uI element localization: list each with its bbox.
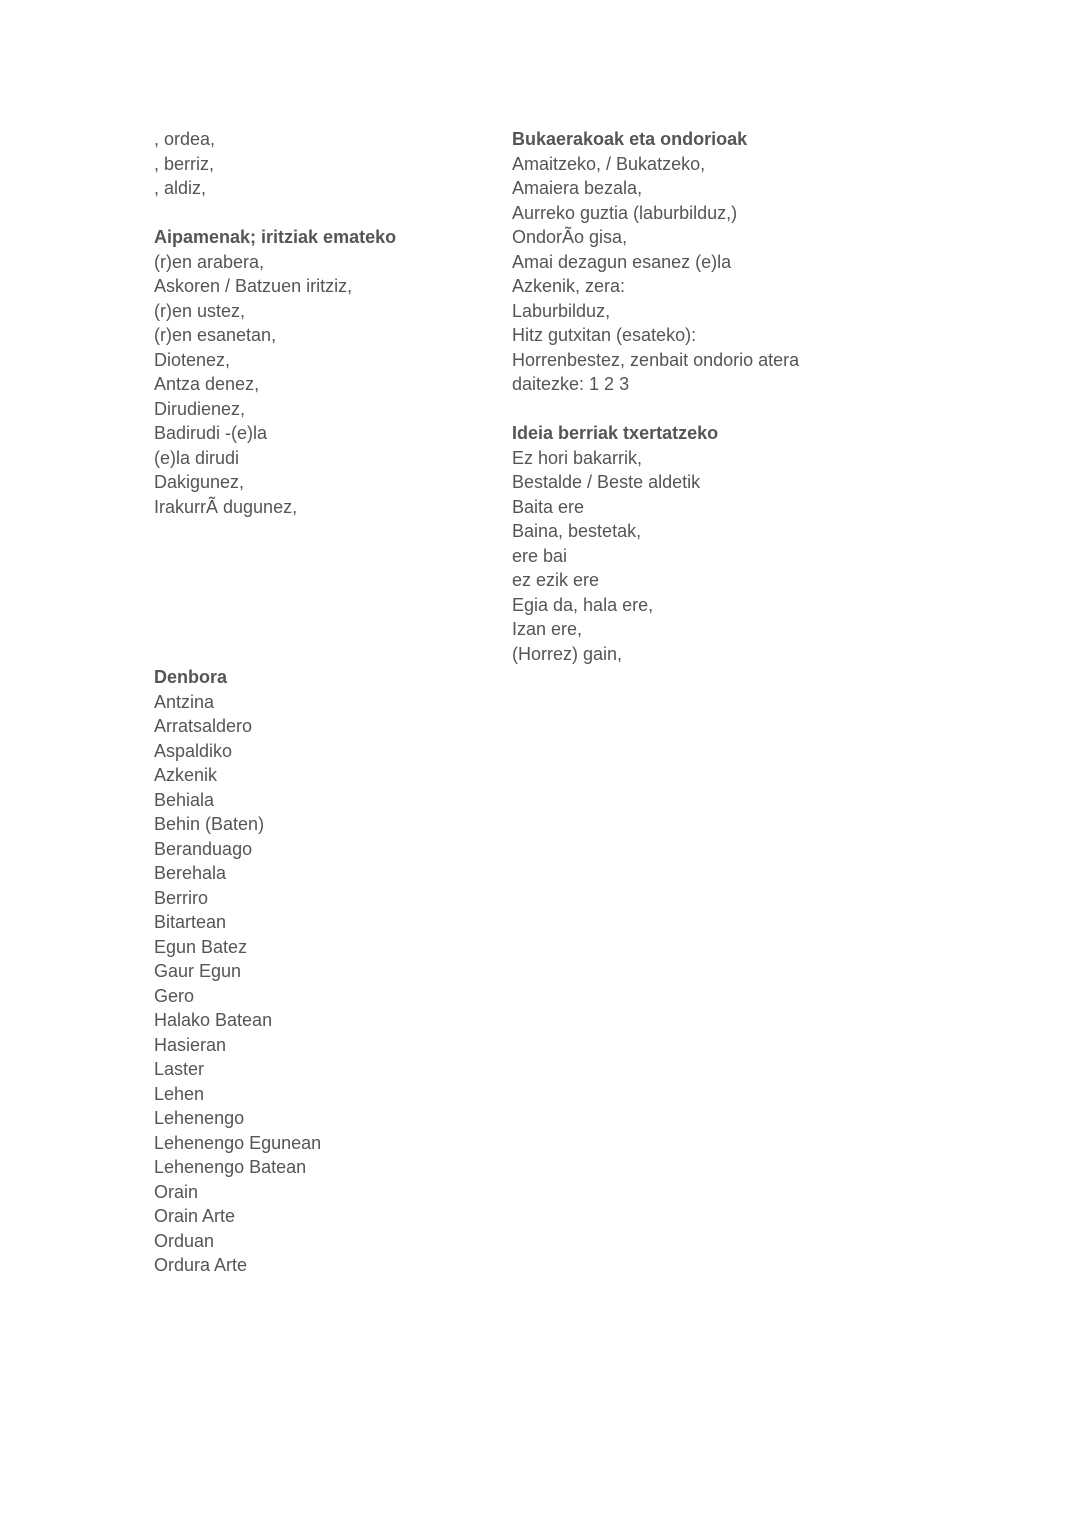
text-line: IrakurrÃ dugunez, [154,496,298,517]
text-line: (r)en ustez, [154,300,246,321]
text-line: Beranduago [154,838,253,859]
text-line: (e)la dirudi [154,447,240,468]
text-line: Halako Batean [154,1010,273,1030]
section-aipamenak [154,225,396,519]
text-line: Aurreko guztia (laburbilduz,) [512,202,738,223]
text-line: Azkenik, zera: [512,276,626,296]
text-line: Gero [154,985,195,1006]
text-line: ez ezik ere [512,570,600,590]
section-bukaerakoak [512,127,799,397]
text-line: Arratsaldero [154,716,253,736]
text-line: Bitartean [154,912,227,932]
text-line: Antza denez, [154,374,260,394]
text-line: Hasieran [154,1034,227,1055]
text-line: Amai dezagun esanez (e)la [512,251,732,272]
text-line: Aspaldiko [154,740,233,761]
text-line: Orduan [154,1230,215,1251]
text-line: Hitz gutxitan (esateko): [512,325,697,345]
text-line: Gaur Egun [154,961,242,981]
text-line: Laburbilduz, [512,300,611,321]
text-line: Amaitzeko, / Bukatzeko, [512,153,706,174]
text-line: Ez hori bakarrik, [512,447,643,468]
text-line: Amaiera bezala, [512,178,643,198]
text-line: Azkenik [154,765,218,785]
text-line: Antzina [154,691,215,712]
text-line: OndorÃo gisa, [512,227,628,247]
spacer [154,201,396,226]
section-ideia-berriak [512,421,799,666]
text-line: Berriro [154,887,209,908]
text-line: , ordea, [154,129,216,149]
text-line: Orain Arte [154,1206,236,1226]
text-line: Baita ere [512,496,585,517]
text-line: Orain [154,1181,199,1202]
left-column-top [154,127,396,519]
intro-connectors [154,127,396,201]
text-line: Egia da, hala ere, [512,594,654,615]
text-line: Dakigunez, [154,472,245,492]
text-line: Lehenengo Egunean [154,1132,322,1153]
text-line: Berehala [154,863,227,883]
text-line: Lehenengo [154,1108,245,1128]
text-line: Ordura Arte [154,1255,248,1275]
text-line: Diotenez, [154,349,231,370]
text-line: (Horrez) gain, [512,643,623,664]
text-line: Horrenbestez, zenbait ondorio atera [512,349,800,370]
text-line: Bestalde / Beste aldetik [512,472,701,492]
section-heading: Bukaerakoak eta ondorioak [512,129,748,149]
text-line: (r)en esanetan, [154,325,277,345]
text-line: Badirudi -(e)la [154,423,268,443]
text-line: Laster [154,1059,205,1079]
text-line: Baina, bestetak, [512,521,642,541]
right-column [512,127,799,666]
text-line: , aldiz, [154,178,207,198]
text-line: Egun Batez [154,936,248,957]
text-line: Behiala [154,789,215,810]
text-line: Askoren / Batzuen iritziz, [154,276,353,296]
text-line: Behin (Baten) [154,814,265,834]
text-line: ere bai [512,545,568,566]
text-line: Izan ere, [512,619,583,639]
text-line: daitezke: 1 2 3 [512,374,630,394]
text-line: Lehen [154,1083,205,1104]
spacer [512,397,799,422]
text-line: Lehenengo Batean [154,1157,307,1177]
section-heading: Denbora [154,667,228,687]
section-denbora [154,665,321,1278]
section-heading: Ideia berriak txertatzeko [512,423,719,443]
text-line: Dirudienez, [154,398,246,419]
text-line: (r)en arabera, [154,251,265,272]
text-line: , berriz, [154,153,215,174]
section-heading: Aipamenak; iritziak emateko [154,227,397,247]
